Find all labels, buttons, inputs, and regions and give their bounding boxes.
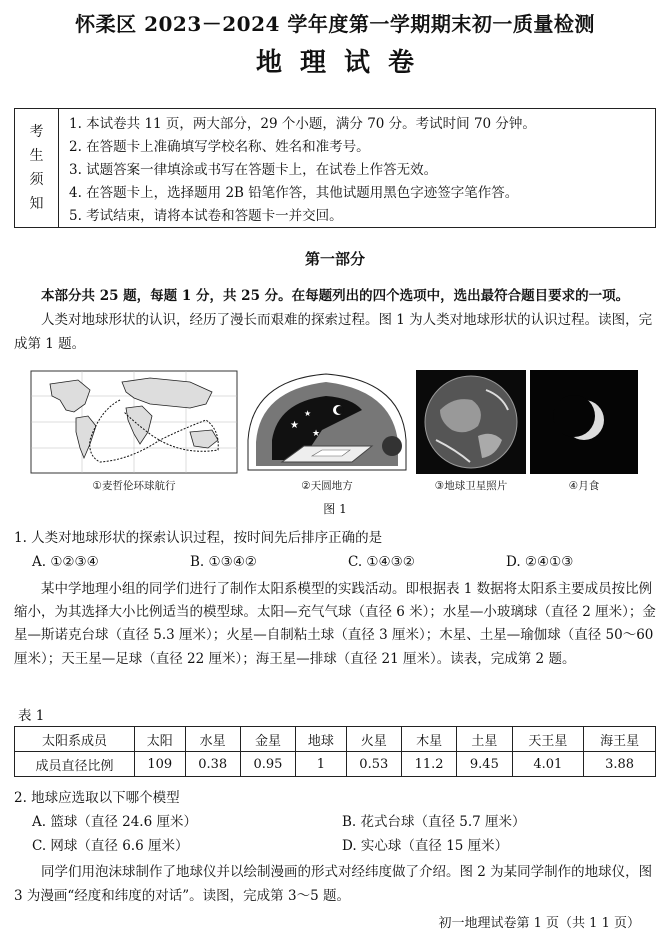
table-header-row <box>15 727 656 752</box>
table-cell: 地球 <box>296 727 347 752</box>
figure-caption: ②天圆地方 <box>301 480 353 492</box>
svg-text:★: ★ <box>290 420 299 431</box>
table-cell: 木星 <box>401 727 456 752</box>
figure-label: 图 1 <box>323 502 347 516</box>
notice-box <box>14 108 656 228</box>
table-cell: 水星 <box>185 727 240 752</box>
option-d: D. 实心球（直径 15 厘米） <box>342 838 509 854</box>
notice-list <box>69 113 649 228</box>
notice-item: 2. 在答题卡上准确填写学校名称、姓名和准考号。 <box>69 139 370 155</box>
table-cell: 太阳 <box>135 727 186 752</box>
table-cell: 9.45 <box>457 752 512 777</box>
table-cell: 金星 <box>240 727 295 752</box>
figure-1 <box>30 370 642 496</box>
table-cell: 土星 <box>457 727 512 752</box>
notice-label <box>15 109 59 227</box>
part-instruction: 本部分共 25 题，每题 1 分，共 25 分。在每题列出的四个选项中，选出最符合题目要求的一项。 <box>41 288 630 304</box>
notice-label-char: 知 <box>29 196 44 212</box>
notice-item: 3. 试题答案一律填涂或书写在答题卡上，在试卷上作答无效。 <box>69 162 438 178</box>
option-c: C. 网球（直径 6.6 厘米） <box>32 838 189 854</box>
table-cell: 太阳系成员 <box>15 727 135 752</box>
world-map-image <box>30 370 238 474</box>
question-1: 1. 人类对地球形状的探索认识过程，按时间先后排序正确的是 <box>14 530 383 546</box>
table-cell: 1 <box>296 752 347 777</box>
table-label: 表 1 <box>18 708 45 724</box>
option-a: A. ①②③④ <box>32 554 99 570</box>
table-cell: 3.88 <box>584 752 656 777</box>
dome-image <box>242 370 412 474</box>
figure-tianyuan <box>242 370 412 496</box>
question-2: 2. 地球应选取以下哪个模型 <box>14 790 180 806</box>
figure-magellan <box>30 370 238 496</box>
passage-2: 某中学地理小组的同学们进行了制作太阳系模型的实践活动。即根据表 1 数据将太阳系主要成员按比例缩小，为其选择大小比例适当的模型球。太阳—充气气球（直径 6 米）；水星—小玻璃球（直径 2 厘米）；金星—斯诺克台球（直径 5.3 厘米）；火星—自制粘土球（直径 3 厘米）；木星、土星—瑜伽球（直径 50～60 厘米）；天王星—足球（直径 22 厘米）；海王星—排球（直径 21 厘米）。读表，完成第 2 题。 <box>14 581 656 667</box>
table-cell: 4.01 <box>512 752 584 777</box>
table-cell: 109 <box>135 752 186 777</box>
figure-satellite <box>416 370 526 496</box>
figure-caption: ④月食 <box>568 480 600 492</box>
table-cell: 0.53 <box>346 752 401 777</box>
table-cell: 天王星 <box>512 727 584 752</box>
figure-eclipse <box>530 370 638 496</box>
table-cell: 海王星 <box>584 727 656 752</box>
exam-title: 怀柔区 2023－2024 学年度第一学期期末初一质量检测 <box>75 12 595 36</box>
earth-photo-image <box>416 370 526 474</box>
notice-label-char: 考 <box>29 124 44 140</box>
eclipse-image <box>530 370 638 474</box>
table-1 <box>14 726 656 777</box>
exam-subtitle: 地理试卷 <box>255 48 432 78</box>
table-cell: 11.2 <box>401 752 456 777</box>
svg-text:★: ★ <box>304 409 312 418</box>
notice-item: 5. 考试结束，请将本试卷和答题卡一并交回。 <box>69 208 343 224</box>
notice-item: 1. 本试卷共 11 页，两大部分，29 个小题，满分 70 分。考试时间 70 分钟。 <box>69 116 536 132</box>
table-cell: 0.38 <box>185 752 240 777</box>
svg-text:★: ★ <box>312 429 321 439</box>
passage-3: 同学们用泡沫球制作了地球仪并以绘制漫画的形式对经纬度做了介绍。图 2 为某同学制作的地球仪，图 3 为漫画“经度和纬度的对话”。读图，完成第 3～5 题。 <box>14 864 653 904</box>
page-footer: 初一地理试卷第 1 页（共 1 1 页） <box>438 916 640 931</box>
part-title: 第一部分 <box>304 250 365 268</box>
option-d: D. ②④①③ <box>506 554 574 570</box>
table-row <box>15 752 656 777</box>
question-1-options <box>32 550 664 574</box>
notice-label-char: 生 <box>29 148 44 164</box>
notice-label-char: 须 <box>29 172 44 188</box>
figure-caption: ③地球卫星照片 <box>434 480 508 492</box>
option-a: A. 篮球（直径 24.6 厘米） <box>32 814 197 830</box>
table-cell: 火星 <box>346 727 401 752</box>
option-b: B. 花式台球（直径 5.7 厘米） <box>342 814 526 830</box>
option-b: B. ①③④② <box>190 554 257 570</box>
figure-caption: ①麦哲伦环球航行 <box>92 480 176 492</box>
table-cell: 成员直径比例 <box>15 752 135 777</box>
option-c: C. ①④③② <box>348 554 415 570</box>
table-cell: 0.95 <box>240 752 295 777</box>
notice-item: 4. 在答题卡上，选择题用 2B 铅笔作答，其他试题用黑色字迹签字笔作答。 <box>69 185 519 201</box>
passage-1: 人类对地球形状的认识，经历了漫长而艰难的探索过程。图 1 为人类对地球形状的认识过程。读图，完成第 1 题。 <box>14 312 653 352</box>
